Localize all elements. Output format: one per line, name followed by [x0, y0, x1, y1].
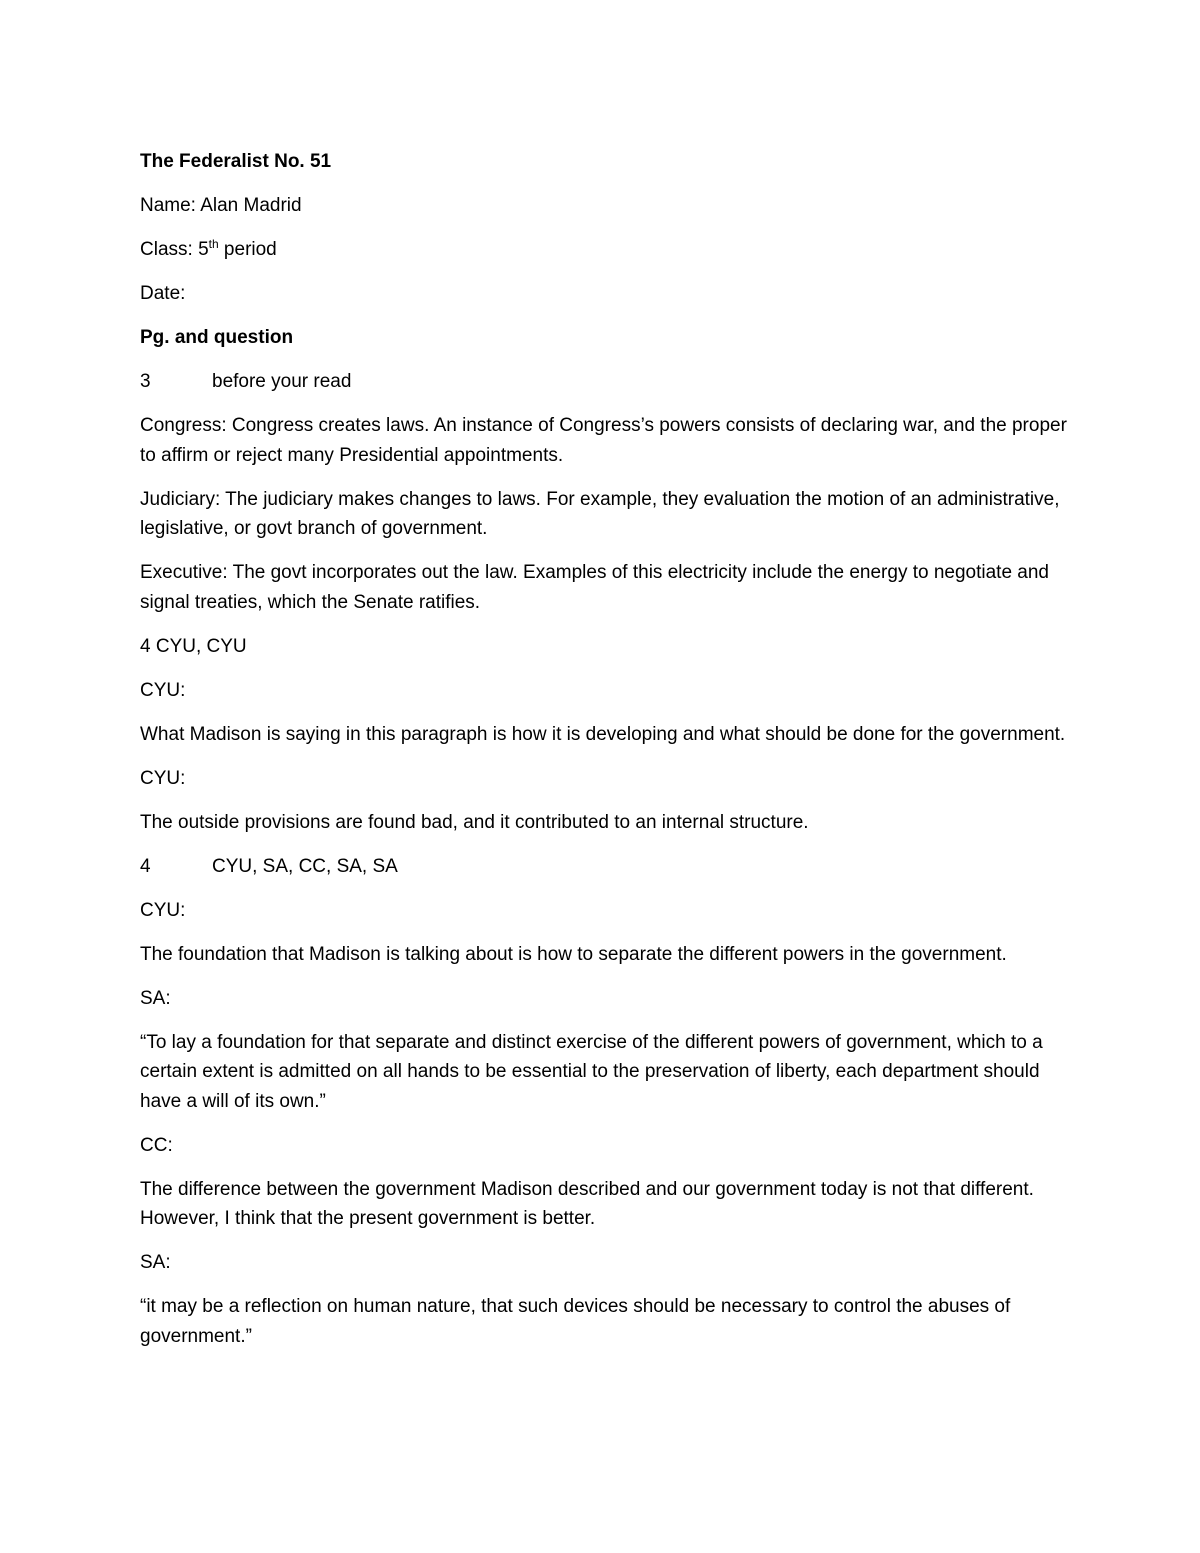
congress-paragraph: Congress: Congress creates laws. An instance of Congress’s powers consists of declaring war, and the proper to affirm or reject many Presidential appointments.	[140, 415, 1067, 466]
page-number: 4	[140, 855, 151, 877]
cyu-answer: The outside provisions are found bad, and it contributed to an internal structure.	[140, 811, 809, 833]
sa-label: SA:	[140, 987, 171, 1009]
class-superscript: th	[208, 237, 219, 251]
question-row-1	[140, 367, 1070, 397]
class-suffix: period	[218, 239, 277, 260]
cyu-label: CYU:	[140, 899, 186, 921]
sa-label: SA:	[140, 1252, 171, 1273]
name-line: Name: Alan Madrid	[140, 195, 302, 216]
executive-paragraph: Executive: The govt incorporates out the law. Examples of this electricity include the energy to negotiate and signal treaties, which the Senate ratifies.	[140, 562, 1050, 613]
cyu-answer: The foundation that Madison is talking about is how to separate the different powers in the government.	[140, 943, 1007, 965]
sa-quote: “To lay a foundation for that separate and distinct exercise of the different powers of government, which to a certain extent is admitted on all hands to be essential to the preservation of liberty, each department should have a will of its own.”	[140, 1031, 1043, 1112]
document-body	[140, 147, 1070, 1366]
cyu-label: CYU:	[140, 767, 186, 789]
sa-quote: “it may be a reflection on human nature, that such devices should be necessary to control the abuses of government.”	[140, 1296, 1011, 1347]
section-header: Pg. and question	[140, 327, 294, 348]
question-text: CYU, SA, CC, SA, SA	[212, 855, 398, 877]
cc-label: CC:	[140, 1134, 173, 1156]
cyu-label: CYU:	[140, 679, 186, 701]
document-title: The Federalist No. 51	[140, 151, 332, 172]
date-line: Date:	[140, 283, 186, 304]
cyu-answer: What Madison is saying in this paragraph is how it is developing and what should be done for the government.	[140, 723, 1066, 745]
question-text: before your read	[212, 371, 352, 392]
class-prefix: Class: 5	[140, 239, 209, 260]
judiciary-paragraph: Judiciary: The judiciary makes changes to laws. For example, they evaluation the motion of an administrative, legislative, or govt branch of government.	[140, 488, 1060, 539]
question-row-2: 4 CYU, CYU	[140, 635, 247, 657]
class-line	[140, 235, 1070, 265]
question-row-3	[140, 852, 1070, 882]
cc-answer: The difference between the government Madison described and our government today is not that different. However, I think that the present government is better.	[140, 1178, 1034, 1229]
page-number: 3	[140, 371, 151, 392]
